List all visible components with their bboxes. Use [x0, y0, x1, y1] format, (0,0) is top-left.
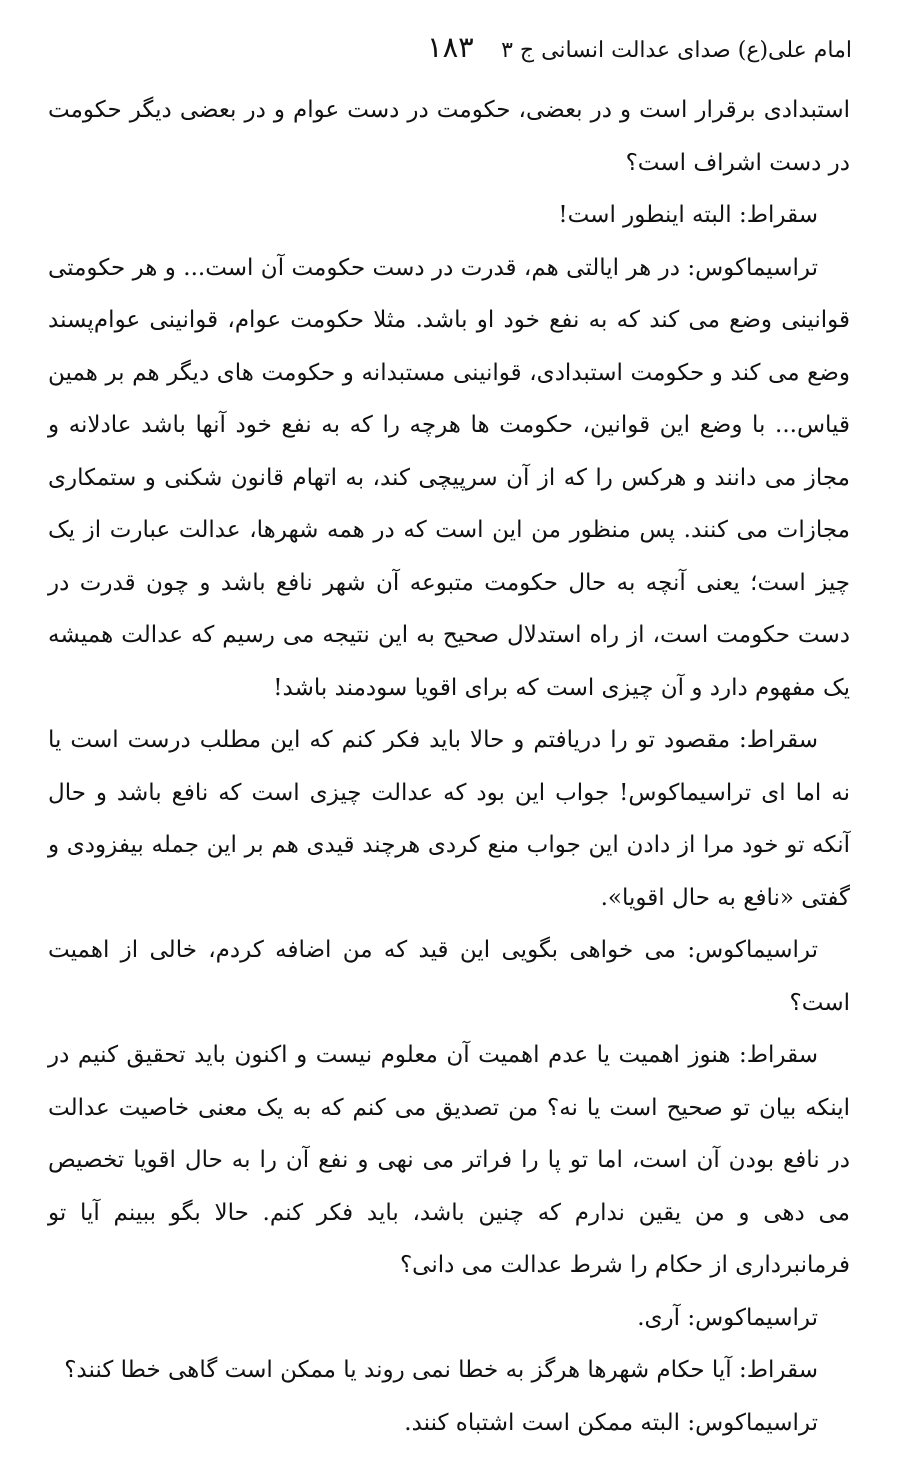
running-title: امام علی(ع) صدای عدالت انسانی ج ٣ — [501, 38, 852, 63]
page-number: ١٨٣ — [427, 30, 474, 64]
paragraph-socrates-1: سقراط: البته اینطور است! — [558, 202, 818, 228]
paragraph-thrasymachus-2: تراسیماکوس: می خواهی بگویی این قید که من اضافه کردم، خالی از اهمیت است؟ — [48, 937, 850, 1016]
page-header — [45, 30, 852, 70]
paragraph-thrasymachus-3: تراسیماکوس: آری. — [637, 1304, 818, 1331]
paragraph-socrates-3: سقراط: هنوز اهمیت یا عدم اهمیت آن معلوم نیست و اکنون باید تحقیق کنیم در اینکه بیان تو صحیح است یا نه؟ من تصدیق می کنم که به یک معنی خاصیت عدالت در نافع بودن آن است، اما تو پا را فراتر می نهی و نفع آن را به حال اقویا تخصیص می دهی و من یقین ندارم که چنین باشد، باید فکر کنم. حالا بگو ببینم آیا تو فرمانبرداری از حکام را شرط عدالت می دانی؟ — [48, 1042, 850, 1278]
body-text — [48, 84, 850, 1449]
paragraph-thrasymachus-1: تراسیماکوس: در هر ایالتی هم، قدرت در دست حکومت آن است... و هر حکومتی قوانینی وضع می کند که به نفع خود او باشد. مثلا حکومت عوام، قوانینی عوام‌پسند وضع می کند و حکومت استبدادی، قوانینی مستبدانه و حکومت های دیگر هم بر همین قیاس... با وضع این قوانین، حکومت ها هرچه را که به نفع خود آنها باشد عادلانه و مجاز می دانند و هرکس را که از آن سرپیچی کند، به اتهام قانون شکنی و ستمکاری مجازات می کنند. پس منظور من این است که در همه شهرها، عدالت عبارت از یک چیز است؛ یعنی آنچه به حال حکومت متبوعه آن شهر نافع باشد و چون قدرت در دست حکومت است، از راه استدلال صحیح به این نتیجه می رسیم که عدالت همیشه یک مفهوم دارد و آن چیزی است که برای اقویا سودمند باشد! — [48, 254, 850, 701]
paragraph-socrates-2: سقراط: مقصود تو را دریافتم و حالا باید فکر کنم که این مطلب درست است یا نه اما ای تراسیماکوس! جواب این بود که عدالت چیزی است که نافع باشد و حال آنکه تو خود مرا از دادن این جواب منع کردی هرچند قیدی هم بر این جمله بیفزودی و گفتی «نافع به حال اقویا». — [48, 727, 850, 911]
paragraph-socrates-4: سقراط: آیا حکام شهرها هرگز به خطا نمی روند یا ممکن است گاهی خطا کنند؟ — [64, 1357, 818, 1383]
paragraph-thrasymachus-4: تراسیماکوس: البته ممکن است اشتباه کنند. — [404, 1409, 818, 1436]
paragraph-continued: استبدادی برقرار است و در بعضی، حکومت در دست عوام و در بعضی دیگر حکومت در دست اشراف است؟ — [48, 97, 850, 176]
